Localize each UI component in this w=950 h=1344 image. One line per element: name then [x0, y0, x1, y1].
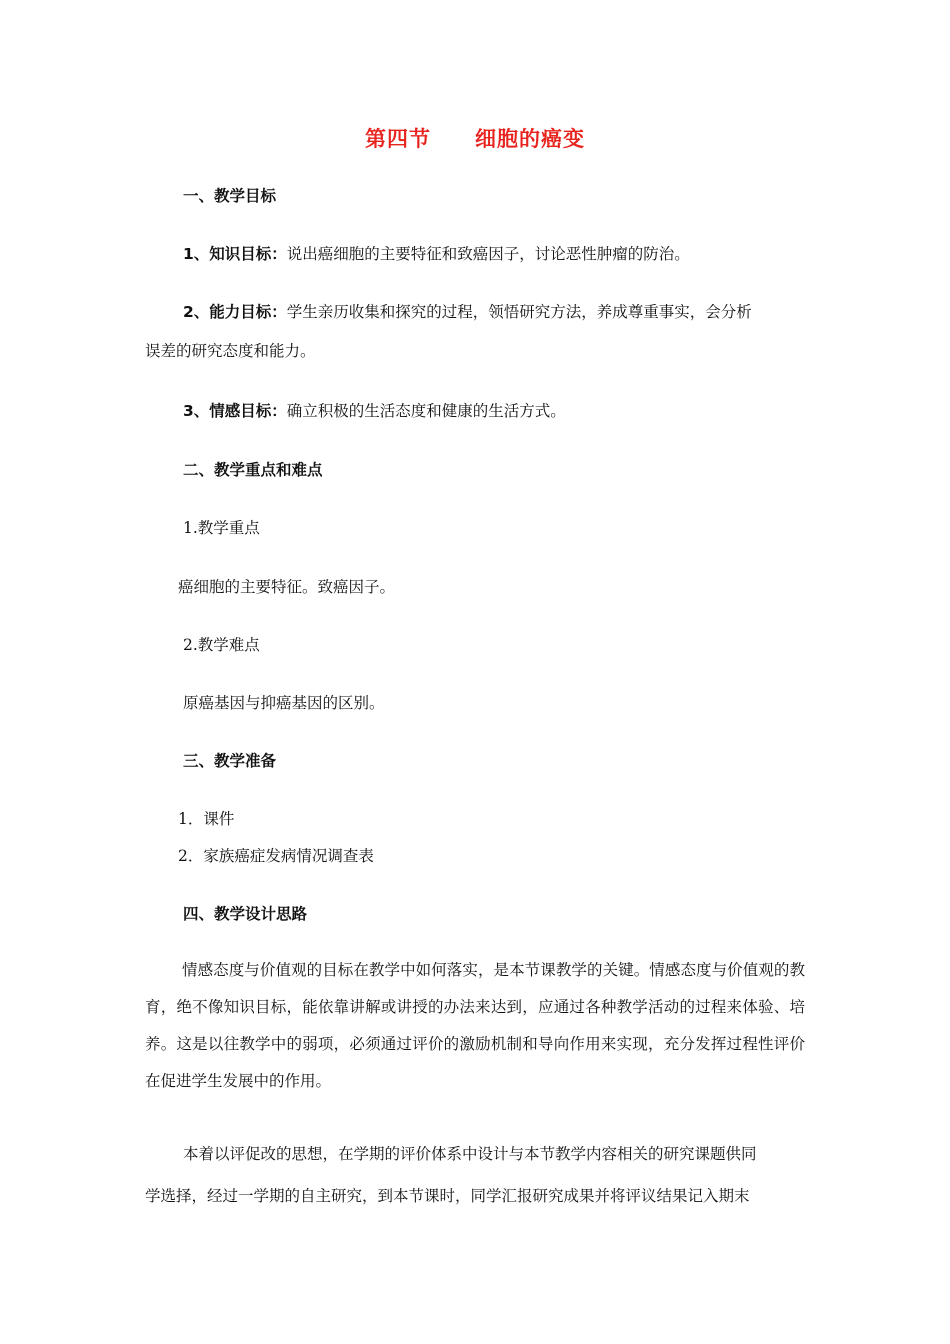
design-paragraph-2-line-2: 学选择，经过一学期的自主研究，到本节课时，同学汇报研究成果并将评议结果记入期末 — [145, 1187, 750, 1205]
difficulty-text: 原癌基因与抑癌基因的区别。 — [183, 694, 385, 712]
goal-emotion-label: 3、情感目标： — [183, 402, 287, 420]
goal-ability-continued: 误差的研究态度和能力。 — [145, 342, 316, 360]
goal-emotion — [183, 401, 566, 421]
goal-knowledge — [183, 244, 690, 264]
design-paragraph-2-line-1: 本着以评促改的思想，在学期的评价体系中设计与本节教学内容相关的研究课题供同 — [183, 1145, 757, 1163]
section-heading-preparation: 三、教学准备 — [183, 752, 277, 770]
goal-ability-text: 学生亲历收集和探究的过程，领悟研究方法，养成尊重事实，会分析 — [286, 303, 752, 321]
design-paragraph-1: 情感态度与价值观的目标在教学中如何落实，是本节课教学的关键。情感态度与价值观的教育，绝不像知识目标，能依靠讲解或讲授的办法来达到，应通过各种教学活动的过程来体验、培养。这是以往教学中的弱项，必须通过评价的激励机制和导向作用来实现，充分发挥过程性评价在促进学生发展中的作用。 — [145, 961, 805, 1090]
key-point-label: 1.教学重点 — [183, 519, 260, 537]
goal-knowledge-label: 1、知识目标： — [183, 245, 287, 263]
difficulty-label: 2.教学难点 — [183, 636, 260, 654]
section-heading-objectives: 一、教学目标 — [183, 187, 277, 205]
key-point-text: 癌细胞的主要特征。致癌因子。 — [178, 578, 396, 596]
goal-emotion-text: 确立积极的生活态度和健康的生活方式。 — [286, 402, 566, 420]
prep-item: 2．家族癌症发病情况调查表 — [178, 847, 374, 865]
goal-ability — [183, 302, 752, 322]
page-title: 第四节 细胞的癌变 — [365, 127, 585, 151]
prep-item: 1．课件 — [178, 810, 235, 828]
section-heading-design: 四、教学设计思路 — [183, 905, 308, 923]
goal-ability-label: 2、能力目标： — [183, 303, 287, 321]
section-heading-key-points: 二、教学重点和难点 — [183, 461, 323, 479]
goal-knowledge-text: 说出癌细胞的主要特征和致癌因子，讨论恶性肿瘤的防治。 — [286, 245, 690, 263]
